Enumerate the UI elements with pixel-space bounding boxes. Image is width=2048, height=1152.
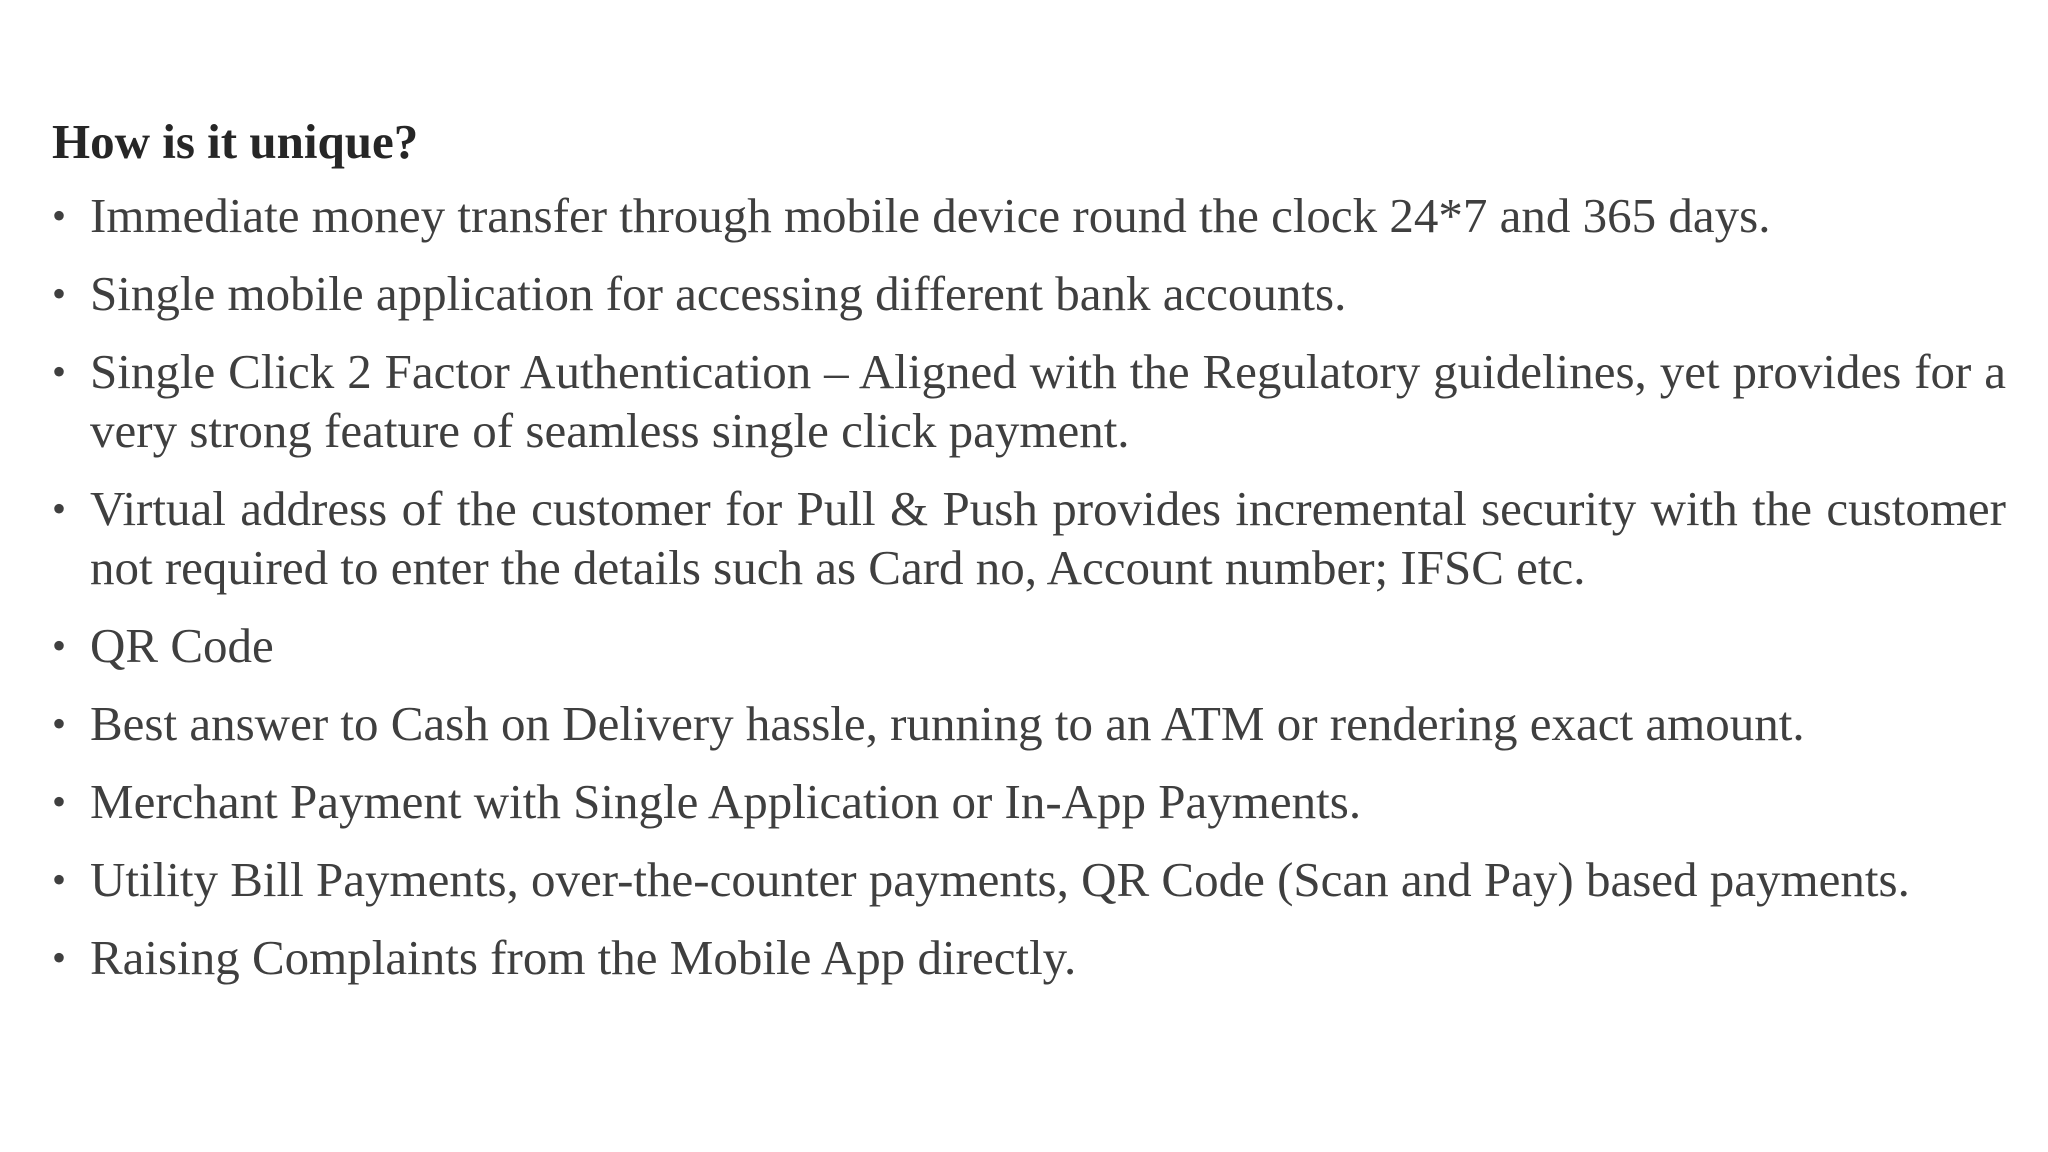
list-item-text: Immediate money transfer through mobile device round the clock 24*7 and 365 days. xyxy=(90,188,1771,243)
list-item xyxy=(52,694,2006,753)
bullet-icon: • xyxy=(52,623,67,668)
list-item xyxy=(52,928,2006,987)
list-item-text: Virtual address of the customer for Pull & Push provides incremental security with the customer not required to enter the details such as Card no, Account number; IFSC etc. xyxy=(90,481,2006,595)
list-item-text: QR Code xyxy=(90,618,274,673)
list-item-text: Single Click 2 Factor Authentication – Aligned with the Regulatory guidelines, yet provides for a very strong feature of seamless single click payment. xyxy=(90,344,2006,458)
bullet-icon: • xyxy=(52,271,67,316)
list-item-text: Single mobile application for accessing different bank accounts. xyxy=(90,266,1347,321)
list-item xyxy=(52,264,2006,323)
list-item xyxy=(52,616,2006,675)
list-item xyxy=(52,479,2006,597)
bullet-icon: • xyxy=(52,857,67,902)
bullet-icon: • xyxy=(52,486,67,531)
list-item xyxy=(52,186,2006,245)
list-item-text: Utility Bill Payments, over-the-counter payments, QR Code (Scan and Pay) based payments. xyxy=(90,852,1910,907)
list-item xyxy=(52,342,2006,460)
list-item-text: Merchant Payment with Single Application or In-App Payments. xyxy=(90,774,1362,829)
bullet-list xyxy=(52,186,2006,987)
list-item xyxy=(52,850,2006,909)
bullet-icon: • xyxy=(52,193,67,238)
bullet-icon: • xyxy=(52,779,67,824)
slide-heading: How is it unique? xyxy=(52,114,419,169)
bullet-icon: • xyxy=(52,349,67,394)
list-item-text: Best answer to Cash on Delivery hassle, running to an ATM or rendering exact amount. xyxy=(90,696,1805,751)
bullet-icon: • xyxy=(52,701,67,746)
bullet-icon: • xyxy=(52,935,67,980)
list-item xyxy=(52,772,2006,831)
list-item-text: Raising Complaints from the Mobile App directly. xyxy=(90,930,1077,985)
